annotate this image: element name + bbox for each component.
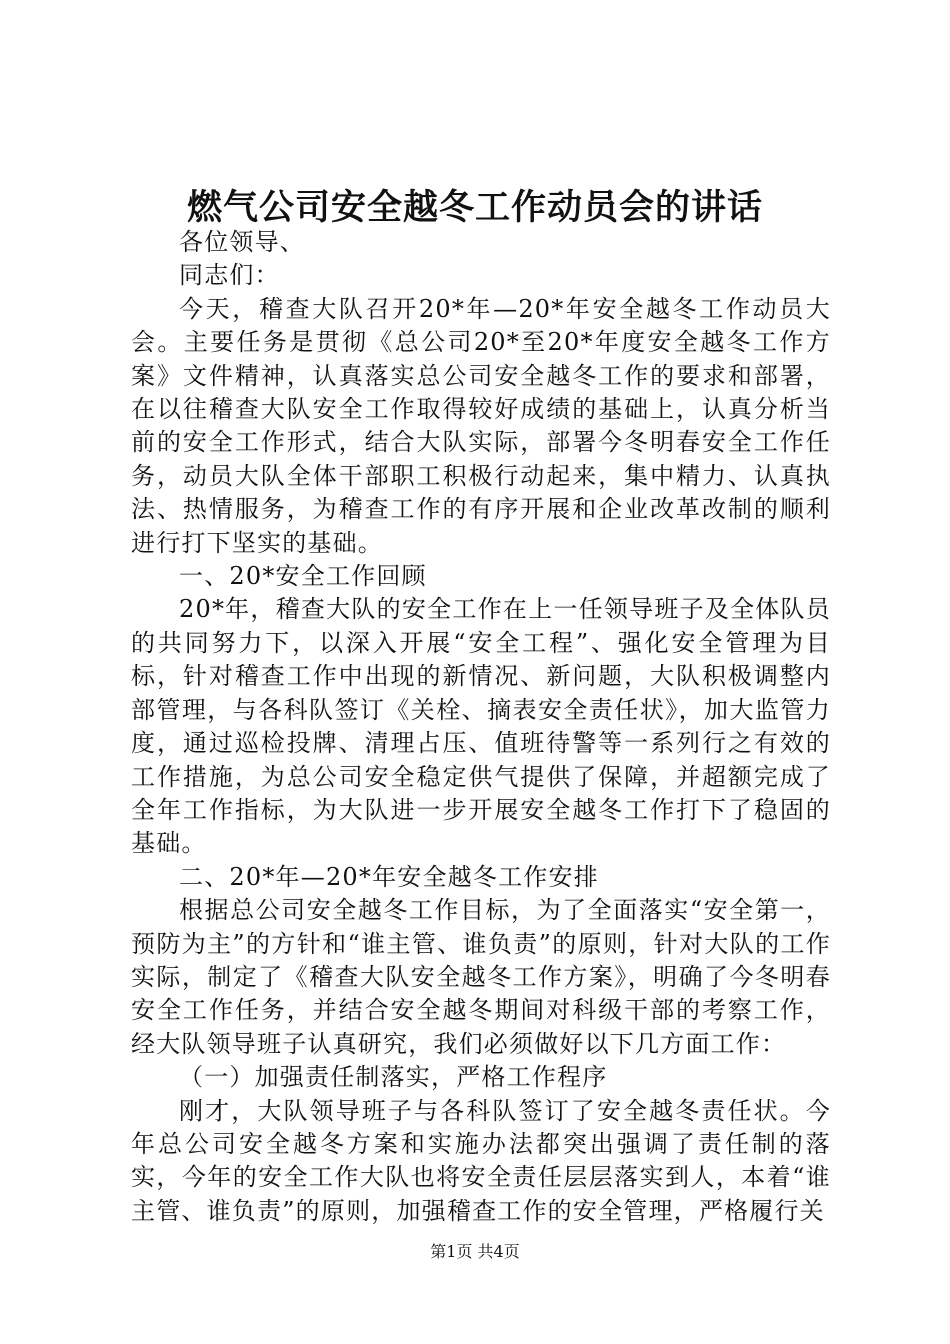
review-paragraph: 20*年，稽查大队的安全工作在上一任领导班子及全体队员的共同努力下，以深入开展“安全工程”、强化安全管理为目标，针对稽查工作中出现的新情况、新问题，大队积极调整内部管理，与各科队签订《关栓、摘表安全责任状》，加大监管力度，通过巡检投牌、清理占压、值班待警等一系列行之有效的工作措施，为总公司安全稳定供气提供了保障，并超额完成了全年工作指标，为大队进一步开展安全越冬工作打下了稳固的基础。 xyxy=(131,595,831,858)
salutation-line-1: 各位领导、 xyxy=(179,228,305,256)
salutation-line-2: 同志们： xyxy=(179,261,280,290)
section-heading-arrangement: 二、20*年—20*年安全越冬工作安排 xyxy=(179,862,599,891)
page-footer: 第1页 共4页 xyxy=(430,1242,520,1261)
section-heading-review: 一、20*安全工作回顾 xyxy=(179,562,427,591)
arrangement-paragraph: 根据总公司安全越冬工作目标，为了全面落实“安全第一，预防为主”的方针和“谁主管、谁负责”的原则，针对大队的工作实际，制定了《稽查大队安全越冬工作方案》，明确了今冬明春安全工作任务，并结合安全越冬期间对科级干部的考察工作，经大队领导班子认真研究，我们必须做好以下几方面工作： xyxy=(131,896,831,1058)
intro-paragraph: 今天，稽查大队召开20*年—20*年安全越冬工作动员大会。主要任务是贯彻《总公司20*至20*年度安全越冬工作方案》文件精神，认真落实总公司安全越冬工作的要求和部署，在以往稽查大队安全工作取得较好成绩的基础上，认真分析当前的安全工作形式，结合大队实际，部署今冬明春安全工作任务，动员大队全体干部职工积极行动起来，集中精力、认真执法、热情服务，为稽查工作的有序开展和企业改革改制的顺利进行打下坚实的基础。 xyxy=(131,294,831,557)
document-body xyxy=(131,226,831,1228)
responsibility-paragraph: 刚才，大队领导班子与各科队签订了安全越冬责任状。今年总公司安全越冬方案和实施办法都突出强调了责任制的落实，今年的安全工作大队也将安全责任层层落实到人，本着“谁主管、谁负责”的原则，加强稽查工作的安全管理，严格履行关 xyxy=(131,1096,831,1225)
document-title: 燃气公司安全越冬工作动员会的讲话 xyxy=(186,187,763,228)
subsection-heading-responsibility: （一）加强责任制落实，严格工作程序 xyxy=(179,1063,608,1092)
